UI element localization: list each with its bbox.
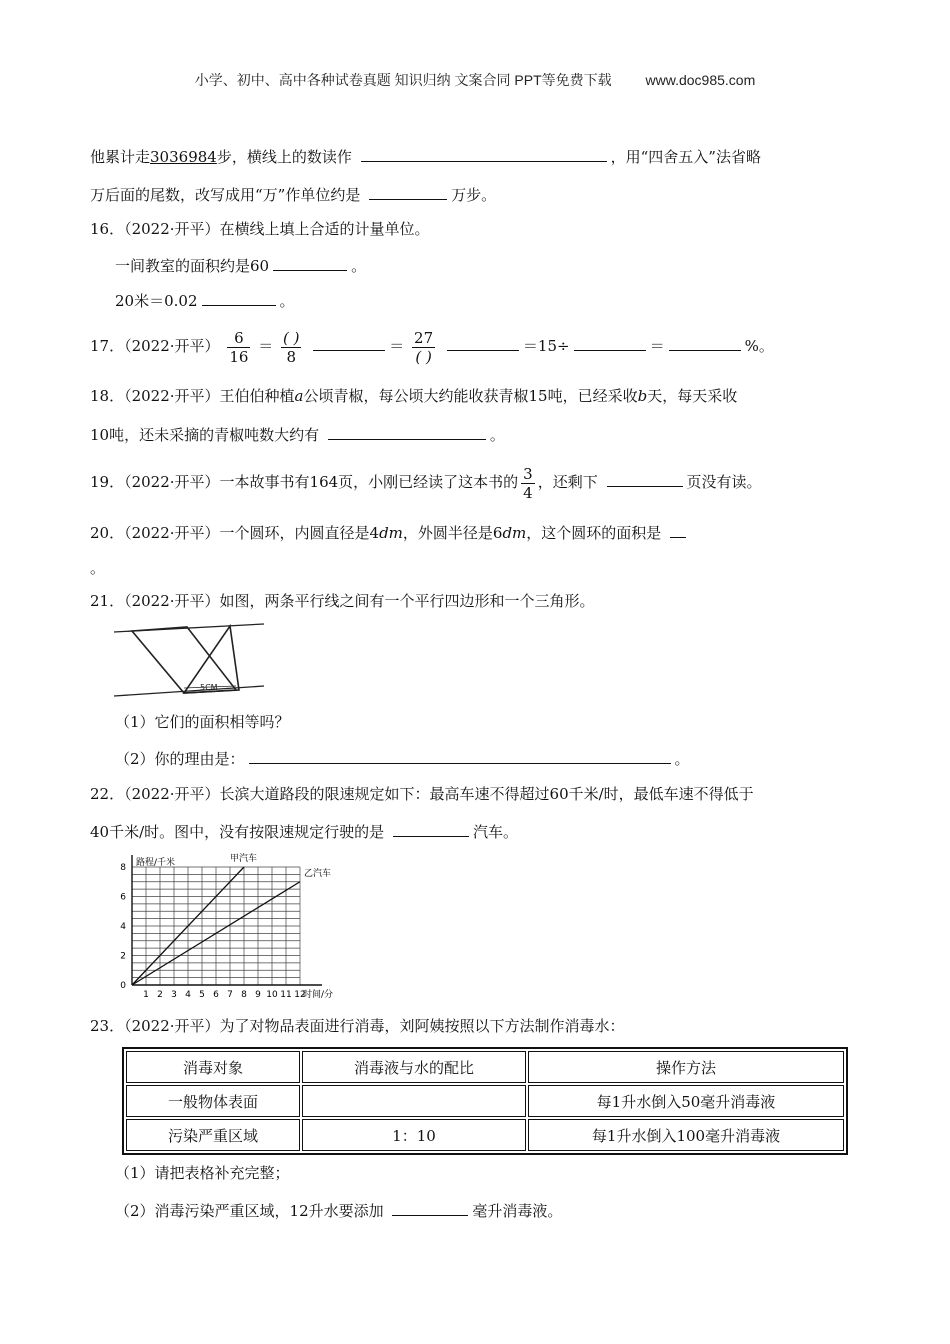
q17-fraction-3[interactable]: $\frac{27}{( )}$ (414, 328, 434, 366)
x-tick-label: 1 (143, 990, 149, 1000)
x-tick-label: 7 (227, 990, 233, 1000)
x-tick-label: 4 (185, 990, 191, 1000)
q23-stem: 23．（2022·开平）为了对物品表面进行消毒，刘阿姨按照以下方法制作消毒水： (90, 1017, 625, 1035)
table-header-cell: 消毒对象 (126, 1051, 300, 1083)
x-tick-label: 2 (157, 990, 163, 1000)
q17-blank1[interactable] (313, 335, 385, 351)
q21-figure (112, 620, 266, 700)
q21-dimension-label: 5CM (200, 683, 218, 692)
page-header (0, 70, 950, 90)
q17-fraction-1: $\frac{6}{16}$ (229, 328, 249, 366)
q16-blank1[interactable] (273, 255, 347, 271)
q18-blank[interactable] (328, 424, 486, 440)
q16-line2: 20米＝0.02 。 (115, 292, 295, 310)
y-tick-label: 0 (120, 981, 126, 991)
x-tick-label: 6 (213, 990, 219, 1000)
q18-line2: 10吨，还未采摘的青椒吨数大约有 。 (90, 426, 505, 444)
q17-fraction-2[interactable]: $\frac{( )}{8}$ (282, 328, 300, 366)
q15-number: 3036984 (150, 148, 217, 166)
q23-sub1: （1）请把表格补充完整； (115, 1164, 290, 1182)
q15-line2: 万后面的尾数，改写成用“万”作单位约是 万步。 (90, 186, 497, 204)
table-cell: 每1升水倒入50毫升消毒液 (528, 1085, 844, 1117)
y-tick-label: 4 (120, 922, 126, 932)
q15-blank-read[interactable] (361, 146, 607, 162)
q23-table (122, 1047, 848, 1155)
q18-line1: 18．（2022·开平）王伯伯种植a公顷青椒，每公顷大约能收获青椒15吨，已经采收b天，每天采收 (90, 387, 738, 405)
table-header-cell: 消毒液与水的配比 (302, 1051, 526, 1083)
table-header-cell: 操作方法 (528, 1051, 844, 1083)
series-label: 乙汽车 (304, 868, 332, 879)
q19-line: 19．（2022·开平）一本故事书有164页，小刚已经读了这本书的 $\frac{3}{4}$ ，还剩下 页没有读。 (90, 464, 762, 502)
table-cell: 一般物体表面 (126, 1085, 300, 1117)
q17-line: 17．（2022·开平） $\frac{6}{16}$ ＝ $\frac{( )}{8}$ ＝ $\frac{27}{( )}$ ＝15÷ ＝ %。 (90, 328, 774, 366)
table-cell: 1：10 (302, 1119, 526, 1151)
table-row (126, 1119, 844, 1151)
q22-blank[interactable] (393, 821, 469, 837)
table-header-row (126, 1051, 844, 1083)
q20-line: 20．（2022·开平）一个圆环，内圆直径是4dm，外圆半径是6dm，这个圆环的面积是 (90, 522, 690, 543)
q21-blank[interactable] (249, 748, 671, 764)
q20-end: 。 (90, 559, 106, 577)
x-tick-label: 9 (255, 990, 261, 1000)
y-tick-label: 2 (120, 951, 126, 962)
series-label: 甲汽车 (230, 854, 258, 864)
q15-blank-wan[interactable] (369, 184, 447, 200)
y-tick-label: 8 (120, 863, 126, 873)
q21-sub2: （2）你的理由是： 。 (115, 750, 690, 768)
table-row (126, 1085, 844, 1117)
q17-blank3[interactable] (574, 335, 646, 351)
y-tick-label: 6 (120, 892, 126, 903)
q16-line1: 一间教室的面积约是60 。 (115, 257, 367, 275)
x-tick-label: 12 (294, 990, 306, 1000)
q21-sub1: （1）它们的面积相等吗？ (115, 713, 290, 731)
q19-blank[interactable] (607, 471, 683, 487)
q22-chart (110, 852, 355, 1002)
q15-line1: 他累计走3036984步，横线上的数读作 ，用“四舍五入”法省略 (90, 148, 761, 166)
q17-blank4[interactable] (669, 335, 741, 351)
q16-blank2[interactable] (202, 290, 276, 306)
x-tick-label: 10 (266, 990, 278, 1000)
x-tick-label: 5 (199, 990, 205, 1000)
header-text: 小学、初中、高中各种试卷真题 知识归纳 文案合同 PPT等免费下载 (194, 72, 612, 88)
x-tick-label: 11 (280, 990, 292, 1000)
q22-line2: 40千米/时。图中，没有按限速规定行驶的是 汽车。 (90, 823, 518, 841)
table-cell: 每1升水倒入100毫升消毒液 (528, 1119, 844, 1151)
table-cell: 污染严重区域 (126, 1119, 300, 1151)
y-axis-label: 路程/千米 (136, 858, 176, 868)
q21-parallelogram (132, 627, 236, 693)
q20-blank[interactable] (670, 522, 686, 538)
q23-blank[interactable] (392, 1200, 468, 1216)
q21-stem: 21．（2022·开平）如图，两条平行线之间有一个平行四边形和一个三角形。 (90, 592, 595, 610)
x-tick-label: 3 (171, 990, 177, 1000)
header-url[interactable]: www.doc985.com (645, 72, 756, 88)
q17-blank2[interactable] (447, 335, 519, 351)
q19-fraction: $\frac{3}{4}$ (523, 464, 533, 502)
table-cell-blank[interactable] (302, 1085, 526, 1117)
x-axis-label: 时间/分 (303, 990, 334, 1000)
q22-line1: 22．（2022·开平）长滨大道路段的限速规定如下：最高车速不得超过60千米/时，最低车速不得低于 (90, 785, 754, 803)
q23-sub2: （2）消毒污染严重区域，12升水要添加 毫升消毒液。 (115, 1202, 563, 1220)
x-tick-label: 8 (241, 990, 247, 1000)
q16-stem: 16．（2022·开平）在横线上填上合适的计量单位。 (90, 220, 430, 238)
